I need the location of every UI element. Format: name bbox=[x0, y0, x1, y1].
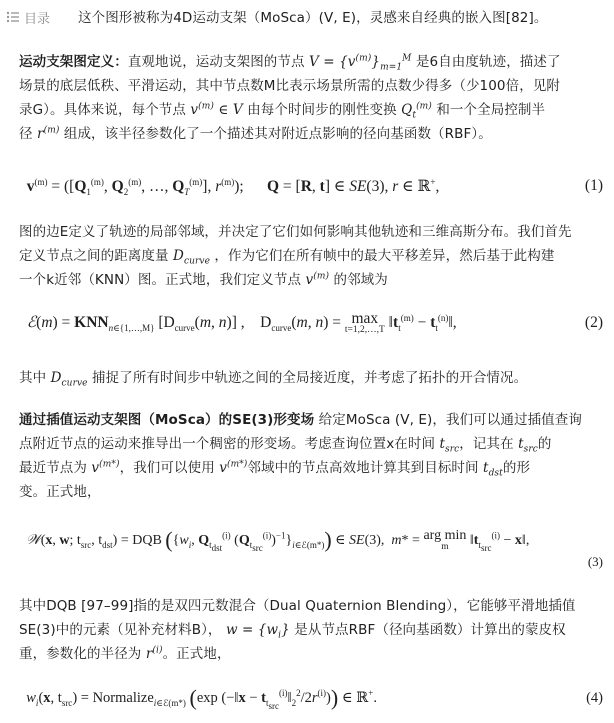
math-node-set: $V = \{v^{(m)}\}_{m=1}^M$ bbox=[309, 53, 412, 73]
math-node: $v^{(m)}$ ∈ V bbox=[190, 101, 243, 118]
definition-title: 运动支架图定义： bbox=[19, 54, 128, 70]
equation-4-number: (4) bbox=[586, 689, 603, 706]
equation-3: 𝒲(x, w; $t_{src}$, $t_{dst}$) = DQB ({$w_i$, $Q_{t_{dst}}^{(i)}$ $(Q_{t_{src}}^{(i)})^{-1}\}_{i\in ℰ(m*)}$) ∈ SE(3), m* = arg min m $‖t_{t_{src}}^{(i)}$ − x‖, bbox=[26, 527, 530, 553]
equation-2-number: (2) bbox=[584, 314, 603, 331]
intro-text: 这个图形被称为4D运动支架（MoSca）(V, E)，灵感来自经典的嵌入图[82]。 bbox=[78, 10, 548, 26]
math-transform: $Q_t^{(m)}$ bbox=[401, 101, 432, 121]
deformation-title: 通过插值运动支架图（MoSca）的SE(3)形变场 bbox=[19, 412, 315, 428]
equation-1: $v^{(m)} = ([Q_1^{(m)}$, $Q_2^{(m)}$, …, $Q_T^{(m)}$], $r^{(m)}$); Q = [R, t] ∈ SE(3), r ∈ ℝ+, (1) bbox=[26, 176, 603, 196]
toc-label: 目录 bbox=[24, 11, 51, 27]
paragraph-dqb: 其中DQB [97–99]指的是双四元数混合（Dual Quaternion Blending），它能够平滑地插值 SE(3)中的元素（见补充材料B）， $w = \{w_i\}$ 是从节点RBF（径向基函数）计算出的蒙皮权 重，参数化的半径为 $r^{(i)}$。正式地， bbox=[19, 598, 576, 662]
math-radius: $r^{(m)}$ bbox=[37, 125, 60, 142]
equation-2: ℰ(m) = $KNN_{n\in\{1,\dots,M\}}$ [$D_{curve}(m$, n)] , $D_{curve}(m$, n) = max t=1,2,…,T $‖t_t^{(m)}$ − $t_t^{(n)}‖$, (2) bbox=[26, 310, 603, 335]
math-d-curve: $D_{curve}$ bbox=[173, 248, 211, 267]
equation-3-number: (3) bbox=[587, 554, 603, 569]
paragraph-edges: 图的边E定义了轨迹的局部邻域，并决定了它们如何影响其他轨迹和三维高斯分布。我们首先 定义节点之间的距离度量 $D_{curve}$ ，作为它们在所有帧中的最大平移差异，然后基于此构建 一个k近邻（KNN）图。正式地，我们定义节点 $v^{(m)}$ 的邻域为 bbox=[19, 224, 572, 288]
equation-3-number-row bbox=[19, 552, 603, 572]
paragraph-deformation: 通过插值运动支架图（MoSca）的SE(3)形变场 给定MoSca (V, E)，我们可以通过插值查询 点附近节点的运动来推导出一个稠密的形变场。考虑查询位置x在时间 $t_{src}$，记其在 $t_{src}$的 最近节点为 $v^{(m*)}$，我们可以使用 $v^{(m*)}$邻域中的节点高效地计算其到目标时间 $t_{dst}$的形 变。正式地， bbox=[19, 412, 582, 500]
paragraph-d-curve-note: 其中 $D_{curve}$ 捕捉了所有时间步中轨迹之间的全局接近度，并考虑了拓扑的开合情况。 bbox=[19, 370, 528, 389]
list-icon bbox=[6, 10, 20, 24]
paragraph-definition: 运动支架图定义：直观地说，运动支架图的节点 $V = \{v^{(m)}\}_{m=1}^M$ 是6自由度轨迹，描述了 场景的底层低秩、平滑运动，其中节点数M比表示场景所需的点数少得多（少100倍，见附 录G）。具体来说，每个节点 $v^{(m)}$ ∈ V 由每个时间步的刚性变换 $Q_t^{(m)}$ 和一个全局控制半 径 $r^{(m)}$ 组成，该半径参数化了一个描述其对附近点影响的径向基函数（RBF）。 bbox=[19, 53, 561, 142]
equation-1-number: (1) bbox=[584, 177, 603, 194]
math-weights: $w = \{w_i\}$ bbox=[225, 622, 290, 641]
toc-button[interactable] bbox=[6, 6, 68, 28]
equation-4: $w_i(x$, $t_{src}$) = Normalize$_{i\in ℰ(m*)}$ (exp (−‖x − $t_{t_{src}}^{(i)}‖_2^2/2r^{(i)}$)) ∈ ℝ+. (4) bbox=[26, 685, 603, 711]
